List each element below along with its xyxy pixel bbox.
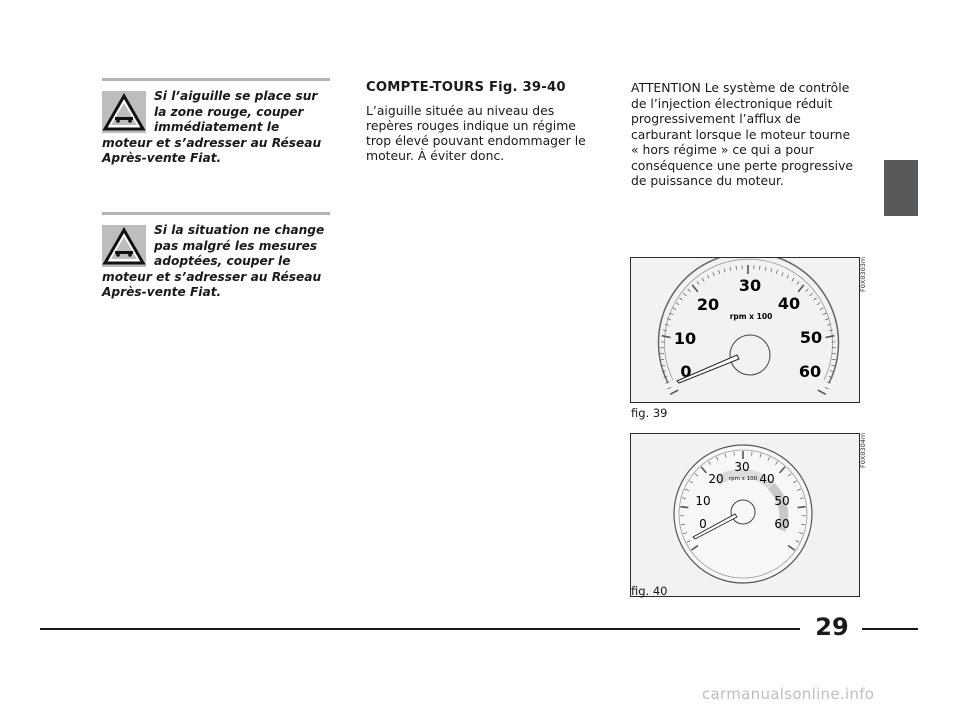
minor-tick — [792, 278, 794, 282]
minor-tick — [697, 281, 699, 284]
minor-tick — [680, 298, 683, 301]
minor-tick — [688, 289, 691, 292]
figure-caption-40: fig. 40 — [631, 584, 668, 598]
minor-tick — [661, 342, 665, 343]
minor-tick — [806, 289, 809, 292]
figure-39-gauge — [630, 257, 860, 403]
minor-tick — [718, 270, 719, 274]
major-tick — [662, 336, 671, 338]
warning-rule — [102, 78, 330, 81]
minor-tick — [820, 308, 823, 310]
tick-label-40: 40 — [759, 472, 775, 486]
section-compte-tours — [366, 80, 598, 163]
minor-tick — [702, 278, 704, 282]
minor-tick — [736, 266, 737, 270]
major-tick — [680, 507, 688, 508]
minor-tick — [787, 275, 789, 279]
minor-tick — [673, 308, 676, 310]
minor-tick — [831, 365, 835, 366]
footer-rule — [862, 628, 918, 630]
figure-40-gauge — [630, 433, 860, 597]
minor-tick — [676, 303, 679, 305]
tick-label-30: 30 — [738, 276, 762, 295]
minor-tick — [817, 303, 820, 305]
minor-tick — [730, 267, 731, 271]
footer-rule — [40, 628, 800, 630]
minor-tick — [683, 293, 686, 296]
section-body: L’aiguille située au niveau des repères rouges indique un régime trop élevé pouvant endommager le moteur. À éviter donc. — [366, 103, 586, 163]
minor-tick — [713, 272, 715, 276]
warning-triangle-icon — [102, 91, 146, 133]
major-tick — [670, 390, 678, 394]
major-tick — [798, 507, 806, 508]
tick-label-50: 50 — [799, 328, 823, 347]
minor-tick — [797, 281, 799, 284]
attention-text: ATTENTION Le système de contrôle de l’injection électronique réduit progressivement l’afflux de carburant lorsque le moteur tourne « hors régime » ce qui a pour conséquence une perte progressive de puissance du moteur. — [631, 80, 854, 188]
tick-label-20: 20 — [696, 295, 720, 314]
tick-label-10: 10 — [695, 494, 711, 508]
minor-tick — [752, 452, 753, 456]
minor-tick — [707, 275, 709, 279]
minor-tick — [734, 452, 735, 456]
tick-label-20: 20 — [708, 472, 724, 486]
warning-rule — [102, 212, 330, 215]
page-number: 29 — [815, 613, 849, 641]
major-tick — [798, 285, 804, 292]
minor-tick — [760, 266, 761, 270]
warning-text-2: Si la situation ne change pas malgré les mesures adoptées, couper le moteur et s’adresser au Réseau Après-vente Fiat. — [102, 223, 325, 299]
figure-caption-39: fig. 39 — [631, 406, 668, 420]
watermark: carmanualsonline.info — [702, 685, 875, 703]
tick-label-30: 30 — [734, 460, 750, 474]
minor-tick — [829, 330, 833, 331]
minor-tick — [831, 342, 835, 343]
tick-label-50: 50 — [774, 494, 790, 508]
major-tick — [692, 285, 698, 292]
minor-tick — [825, 387, 829, 389]
figure-code-40: F0X0304m — [859, 432, 867, 468]
unit-label: rpm x 100 — [729, 312, 773, 321]
minor-tick — [810, 293, 813, 296]
minor-tick — [825, 318, 829, 320]
tick-label-0: 0 — [680, 362, 692, 381]
warning-box-2 — [102, 212, 330, 301]
minor-tick — [782, 272, 784, 276]
tick-label-40: 40 — [777, 294, 801, 313]
figure-code-39: F0X0303m — [859, 256, 867, 292]
minor-tick — [668, 387, 672, 389]
tick-label-0: 0 — [699, 517, 707, 531]
major-tick — [818, 390, 826, 394]
minor-tick — [765, 267, 766, 271]
section-title: COMPTE-TOURS Fig. 39-40 — [366, 80, 566, 95]
warning-box-1 — [102, 78, 330, 167]
tick-label-60: 60 — [774, 517, 790, 531]
minor-tick — [823, 313, 827, 315]
minor-tick — [771, 268, 772, 272]
tick-label-10: 10 — [673, 329, 697, 348]
minor-tick — [813, 298, 816, 301]
minor-tick — [776, 270, 777, 274]
chapter-tab — [884, 160, 918, 216]
tick-label-60: 60 — [798, 362, 822, 381]
minor-tick — [724, 268, 725, 272]
unit-label: rpm x 100 — [728, 476, 758, 482]
warning-triangle-icon — [102, 225, 146, 267]
major-tick — [826, 336, 835, 338]
warning-text-1: Si l’aiguille se place sur la zone rouge, couper immédiatement le moteur et s’adresser au Réseau Après-vente Fiat. — [102, 89, 322, 165]
